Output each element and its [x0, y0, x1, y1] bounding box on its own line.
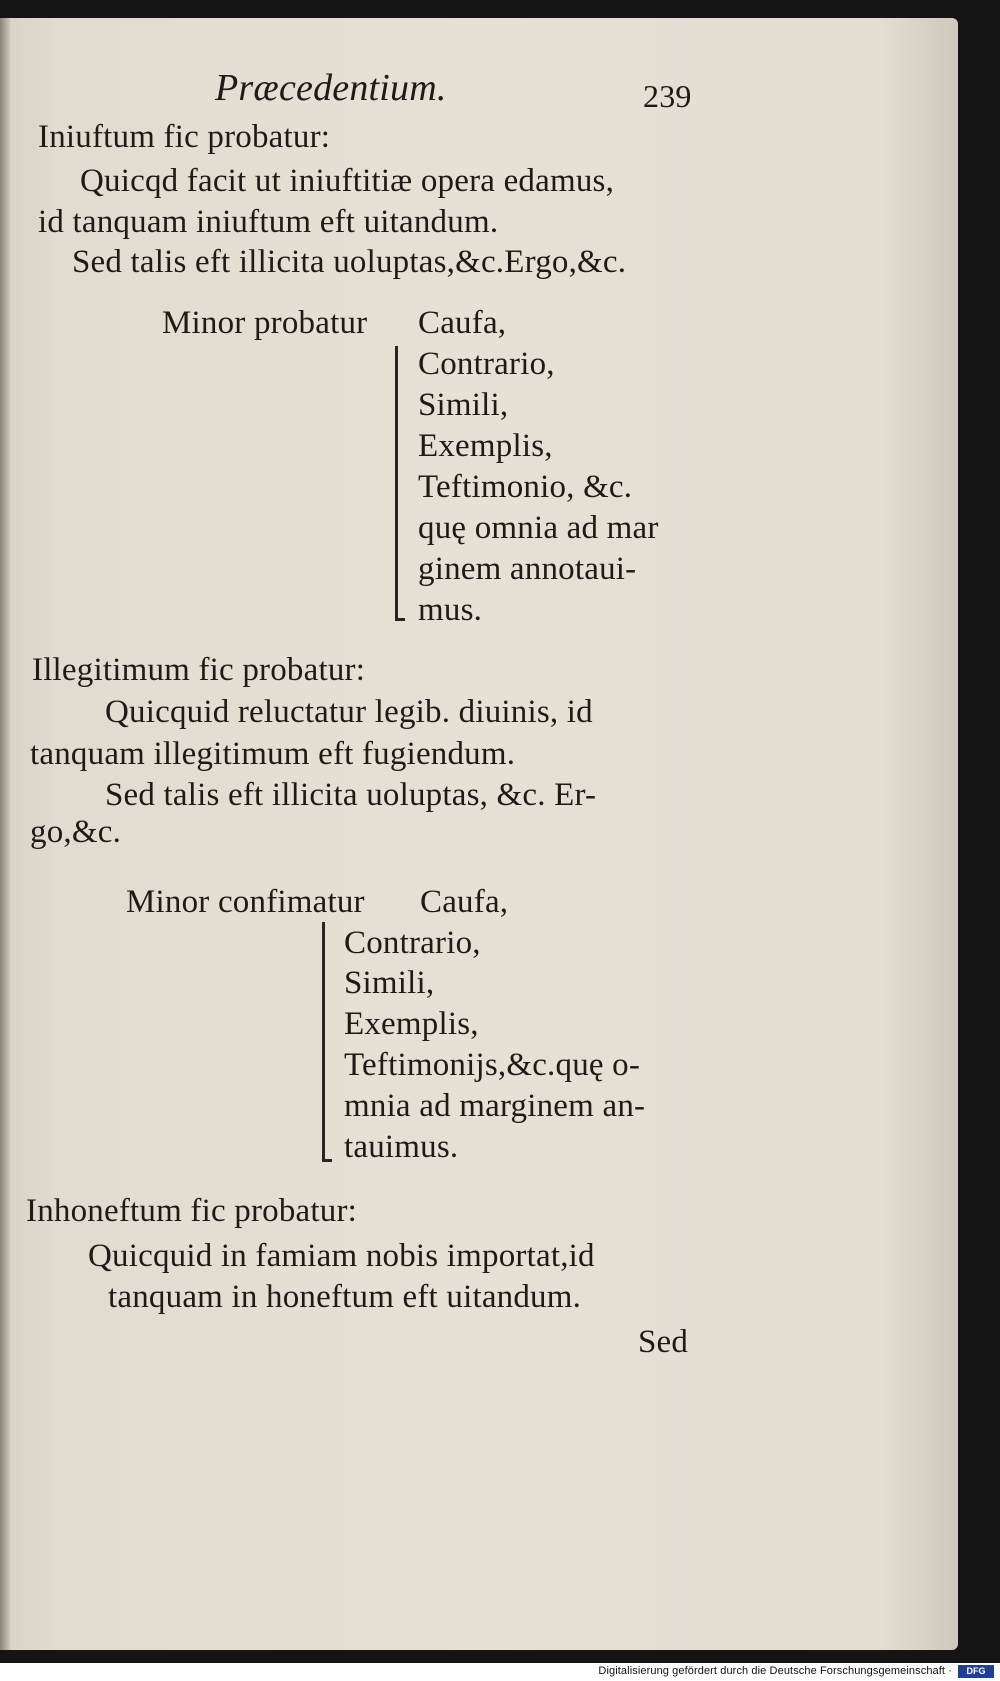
section2-minor-lead: Minor confimatur — [126, 884, 365, 920]
section1-bracket-foot — [395, 618, 405, 621]
section2-list-item: tauimus. — [344, 1129, 459, 1165]
section1-list-item: ginem annotaui- — [418, 551, 637, 587]
catchword: Sed — [638, 1324, 689, 1360]
section1-heading: Iniuftum fic probatur: — [38, 119, 331, 155]
section3-line1: Quicquid in famiam nobis importat,id — [88, 1238, 595, 1274]
section2-list-item: Exemplis, — [344, 1006, 479, 1042]
section1-list-item: Simili, — [418, 387, 509, 423]
section1-list-item: Exemplis, — [418, 428, 553, 464]
section1-line1: Quicqd facit ut iniuftitiæ opera edamus, — [80, 163, 615, 199]
funding-credit: Digitalisierung gefördert durch die Deutsche Forschungsgemeinschaft · — [598, 1665, 952, 1677]
section1-list-item: Teftimonio, &c. — [418, 469, 633, 505]
section3-heading: Inhoneftum fic probatur: — [26, 1193, 358, 1229]
section3-line2: tanquam in honeftum eft uitandum. — [108, 1279, 582, 1315]
section2-bracket-foot — [322, 1159, 332, 1162]
section1-list-item: Caufa, — [418, 305, 507, 341]
section2-list-item: Simili, — [344, 965, 435, 1001]
section1-bracket — [395, 346, 398, 621]
section1-minor-lead: Minor probatur — [162, 305, 368, 341]
section2-line3: Sed talis eft illicita uoluptas, &c. Er- — [105, 777, 597, 813]
page-gutter — [0, 18, 10, 1650]
section1-line3: Sed talis eft illicita uoluptas,&c.Ergo,&c. — [72, 244, 627, 280]
section1-list-item: mus. — [418, 592, 483, 628]
section2-list-item: mnia ad marginem an- — [344, 1088, 646, 1124]
section2-bracket — [322, 922, 325, 1162]
digitization-footer — [0, 1663, 1000, 1681]
section1-line2: id tanquam iniuftum eft uitandum. — [38, 204, 499, 240]
section2-line4: go,&c. — [30, 814, 122, 850]
folio-number: 239 — [643, 78, 692, 114]
section2-list-item: Caufa, — [420, 884, 509, 920]
section2-heading: Illegitimum fic probatur: — [32, 652, 366, 688]
running-head: Præcedentium. — [215, 67, 447, 109]
dfg-logo: DFG — [958, 1665, 994, 1678]
section2-list-item: Teftimonijs,&c.quę o- — [344, 1047, 641, 1083]
section2-line2: tanquam illegitimum eft fugiendum. — [30, 736, 516, 772]
section1-list-item: Contrario, — [418, 346, 555, 382]
section2-line1: Quicquid reluctatur legib. diuinis, id — [105, 694, 593, 730]
section2-list-item: Contrario, — [344, 925, 481, 961]
section1-list-item: quę omnia ad mar — [418, 510, 659, 546]
